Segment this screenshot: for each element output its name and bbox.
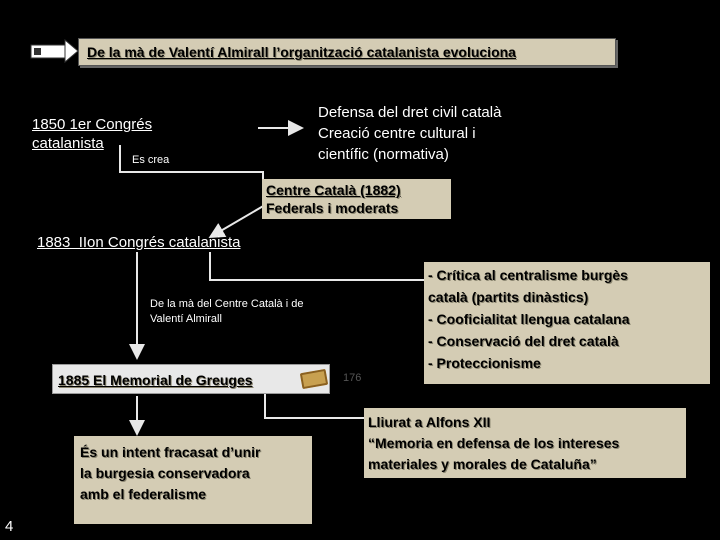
- arrow-to-congress2: [212, 205, 265, 236]
- de-la-ma-text: De la mà del Centre Català i de Valentí Almirall: [150, 298, 304, 325]
- book-icon: [300, 369, 328, 389]
- memorial-box: 1885 El Memorial de Greuges: [52, 364, 330, 394]
- slide-number: 4: [5, 518, 14, 535]
- intent-box: És un intent fracasat d’unir la burgesia conservadora amb el federalisme: [74, 436, 312, 524]
- centre-catala-box: Centre Català (1882) Federals i moderats: [262, 179, 451, 219]
- congress2-label: 1883 IIon Congrés catalanista: [37, 234, 241, 251]
- title-box: [78, 38, 616, 66]
- title-arrow-icon: [31, 40, 78, 62]
- connector-to-lliurat: [265, 394, 364, 418]
- connector-to-critica: [210, 252, 426, 280]
- es-crea-label: Es crea: [132, 154, 170, 166]
- memorial-number: 176: [343, 372, 362, 384]
- critica-box: - Crítica al centralisme burgès català (partits dinàstics) - Cooficialitat llengua catalana - Conservació del dret català - Proteccionisme: [424, 262, 710, 384]
- page-title: De la mà de Valentí Almirall l’organització catalanista evoluciona: [87, 44, 516, 60]
- lliurat-box: Lliurat a Alfons XII “Memoria en defensa de los intereses materiales y morales de Cataluña”: [364, 408, 686, 478]
- congress1-label: 1850 1er Congrés catalanista: [32, 116, 153, 152]
- defensa-text: Defensa del dret civil català Creació centre cultural i científic (normativa): [318, 104, 502, 163]
